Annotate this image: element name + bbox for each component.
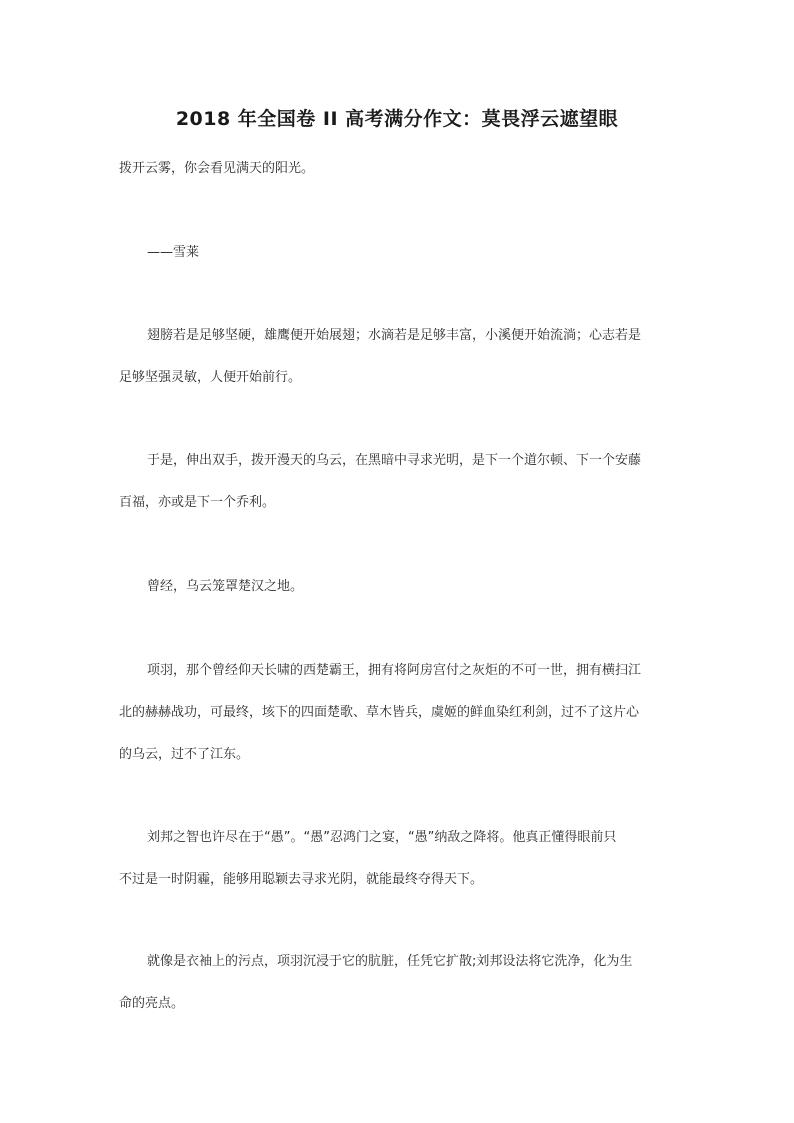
paragraph-line: 就像是衣袖上的污点，项羽沉浸于它的肮脏，任凭它扩散;刘邦设法将它洗净，化为生 [147,954,633,969]
paragraph-line: 足够坚强灵敏，人便开始前行。 [119,370,302,385]
paragraph-line: 项羽，那个曾经仰天长啸的西楚霸王，拥有将阿房宫付之灰炬的不可一世，拥有横扫江 [147,663,642,678]
paragraph-line: 百福，亦或是下一个乔利。 [119,495,276,510]
document-title: 2018 年全国卷 II 高考满分作文：莫畏浮云遮望眼 [175,108,619,130]
paragraph-line: 刘邦之智也许尽在于“愚”。“愚”忍鸿门之宴，“愚”纳敌之降将。他真正懂得眼前只 [147,830,617,845]
paragraph-4 [119,650,679,776]
paragraph-line: 命的亮点。 [119,996,185,1011]
paragraph-3 [119,566,679,608]
paragraph-line: 翅膀若是足够坚硬，雄鹰便开始展翅；水滴若是足够丰富，小溪便开始流淌；心志若是 [147,328,642,343]
paragraph-line: 北的赫赫战功，可最终，垓下的四面楚歌、草木皆兵，虞姬的鲜血染红利剑，过不了这片心 [119,705,640,720]
paragraph-line: 拨开云雾，你会看见满天的阳光。 [119,161,315,176]
paragraph-quote [119,148,679,190]
paragraph-line: ——雪莱 [147,245,200,260]
paragraph-5 [119,817,679,901]
paragraph-2 [119,440,679,524]
paragraph-6 [119,941,679,1025]
paragraph-line: 不过是一时阴霾，能够用聪颖去寻求光阴，就能最终夺得天下。 [119,872,484,887]
paragraph-line: 曾经，乌云笼罩楚汉之地。 [147,579,304,594]
paragraph-line: 的乌云，过不了江东。 [119,747,250,762]
paragraph-attribution [119,232,679,274]
paragraph-1 [119,315,679,399]
paragraph-line: 于是，伸出双手，拨开漫天的乌云，在黑暗中寻求光明，是下一个道尔顿、下一个安藤 [147,453,642,468]
